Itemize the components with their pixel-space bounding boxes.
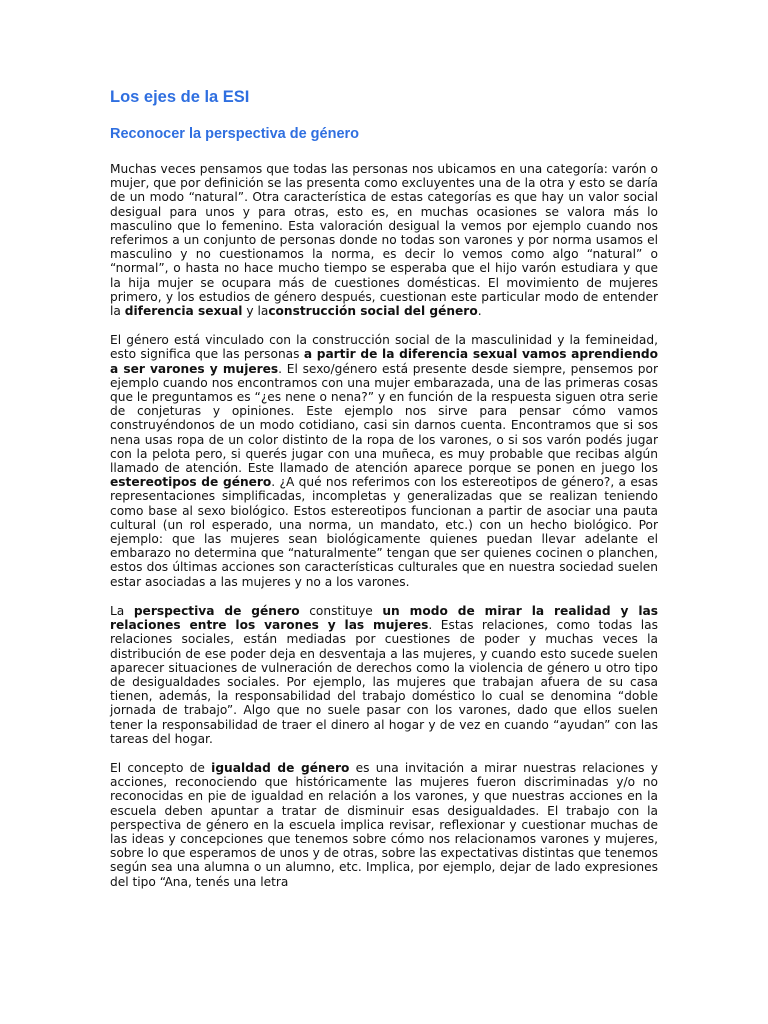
paragraph bbox=[110, 604, 658, 746]
bold-term: estereotipos de género bbox=[110, 475, 272, 490]
paragraph bbox=[110, 761, 658, 889]
text-run: . Estas relaciones, como todas las relaciones sociales, están mediadas por cuestiones de poder y muchas veces la distribución de ese poder deja en desventaja a las mujeres, y cuando esto sucede suelen aparecer situaciones de vulneración de derechos como la violencia de género u otro tipo de desigualdades sociales. Por ejemplo, las mujeres que trabajan afuera de su casa tienen, además, la responsabilidad del trabajo doméstico lo cual se denomina “doble jornada de trabajo”. Algo que no suele pasar con los varones, dado que ellos suelen tener la responsabilidad de traer el dinero al hogar y de vez en cuando “ayudan” con las tareas del hogar. bbox=[110, 618, 658, 746]
bold-term: un modo de mirar la realidad y las relaciones entre los varones y las mujeres bbox=[110, 603, 659, 633]
body-text bbox=[110, 162, 658, 889]
text-run: constituye bbox=[299, 603, 383, 618]
bold-term: construcción social del género bbox=[268, 304, 478, 319]
text-run: es una invitación a mirar nuestras relaciones y acciones, reconociendo que históricamente las mujeres fueron discriminadas y/o no reconocidas en pie de igualdad en relación a los varones, y que nuestras acciones en la escuela deben apuntar a tratar de disminuir esas desigualdades. El trabajo con la perspectiva de género en la escuela implica revisar, reflexionar y cuestionar muchas de las ideas y concepciones que tenemos sobre cómo nos relacionamos varones y mujeres, sobre lo que esperamos de unos y de otras, sobre las expectativas distintas que tenemos según sea una alumna o un alumno, etc. Implica, por ejemplo, dejar de lado expresiones del tipo “Ana, tenés una letra bbox=[110, 760, 658, 889]
text-run: El concepto de bbox=[110, 760, 212, 775]
paragraph bbox=[110, 333, 658, 589]
bold-term: igualdad de género bbox=[211, 760, 350, 775]
text-run: La bbox=[110, 603, 134, 618]
paragraph bbox=[110, 162, 658, 318]
text-run: . bbox=[477, 304, 482, 319]
text-run: . El sexo/género está presente desde siempre, pensemos por ejemplo cuando nos encontramos con una mujer embarazada, una de las primeras cosas que le preguntamos es “¿es nene o nena?” y en función de la respuesta siguen otra serie de conjeturas y opiniones. Este ejemplo nos sirve para pensar cómo vamos construyéndonos de un modo cotidiano, casi sin darnos cuenta. Encontramos que si sos nena usas ropa de un color distinto de la ropa de los varones, o si sos varón podés jugar con la pelota pero, si querés jugar con una muñeca, es muy probable que recibas algún llamado de atención. Este llamado de atención aparece porque se ponen en juego los bbox=[110, 361, 658, 476]
document-page bbox=[110, 86, 658, 904]
text-run: El género está vinculado con la construcción social de la masculinidad y la femineidad, esto significa que las personas bbox=[110, 333, 658, 362]
bold-term: a partir de la diferencia sexual vamos aprendiendo a ser varones y mujeres bbox=[110, 347, 658, 376]
bold-term: diferencia sexual bbox=[124, 304, 243, 319]
text-run: . ¿A qué nos referimos con los estereotipos de género?, a esas representaciones simplificadas, incompletas y generalizadas que se realizan teniendo como base al sexo biológico. Estos estereotipos funcionan a partir de asociar una pauta cultural (un rol esperado, una norma, un mandato, etc.) con un hecho biológico. Por ejemplo: que las mujeres sean biológicamente quienes puedan llevar adelante el embarazo no determina que “naturalmente” tengan que ser quienes cocinen o planchen, estos dos últimas acciones son características culturales que en nuestra sociedad suelen estar asociadas a las mujeres y no a los varones. bbox=[110, 475, 658, 589]
section-subtitle: Reconocer la perspectiva de género bbox=[110, 126, 360, 142]
bold-term: perspectiva de género bbox=[133, 603, 300, 618]
text-run: Muchas veces pensamos que todas las personas nos ubicamos en una categoría: varón o mujer, que por definición se las presenta como excluyentes una de la otra y esto se daría de un modo “natural”. Otra característica de estas categorías es que hay un valor social desigual para unos y para otras, esto es, en muchas ocasiones se valora más lo masculino que lo femenino. Esta valoración desigual la vemos por ejemplo cuando nos referimos a un conjunto de personas donde no todas son varones y por norma usamos el masculino y no cuestionamos la norma, es decir lo vemos como algo “natural” o “normal”, o hasta no hace mucho tiempo se esperaba que el hijo varón estudiara y que la hija mujer se ocupara más de cuestiones domésticas. El movimiento de mujeres primero, y los estudios de género después, cuestionan este particular modo de entender la bbox=[110, 162, 658, 319]
text-run: y la bbox=[242, 304, 269, 319]
document-title: Los ejes de la ESI bbox=[110, 88, 250, 106]
